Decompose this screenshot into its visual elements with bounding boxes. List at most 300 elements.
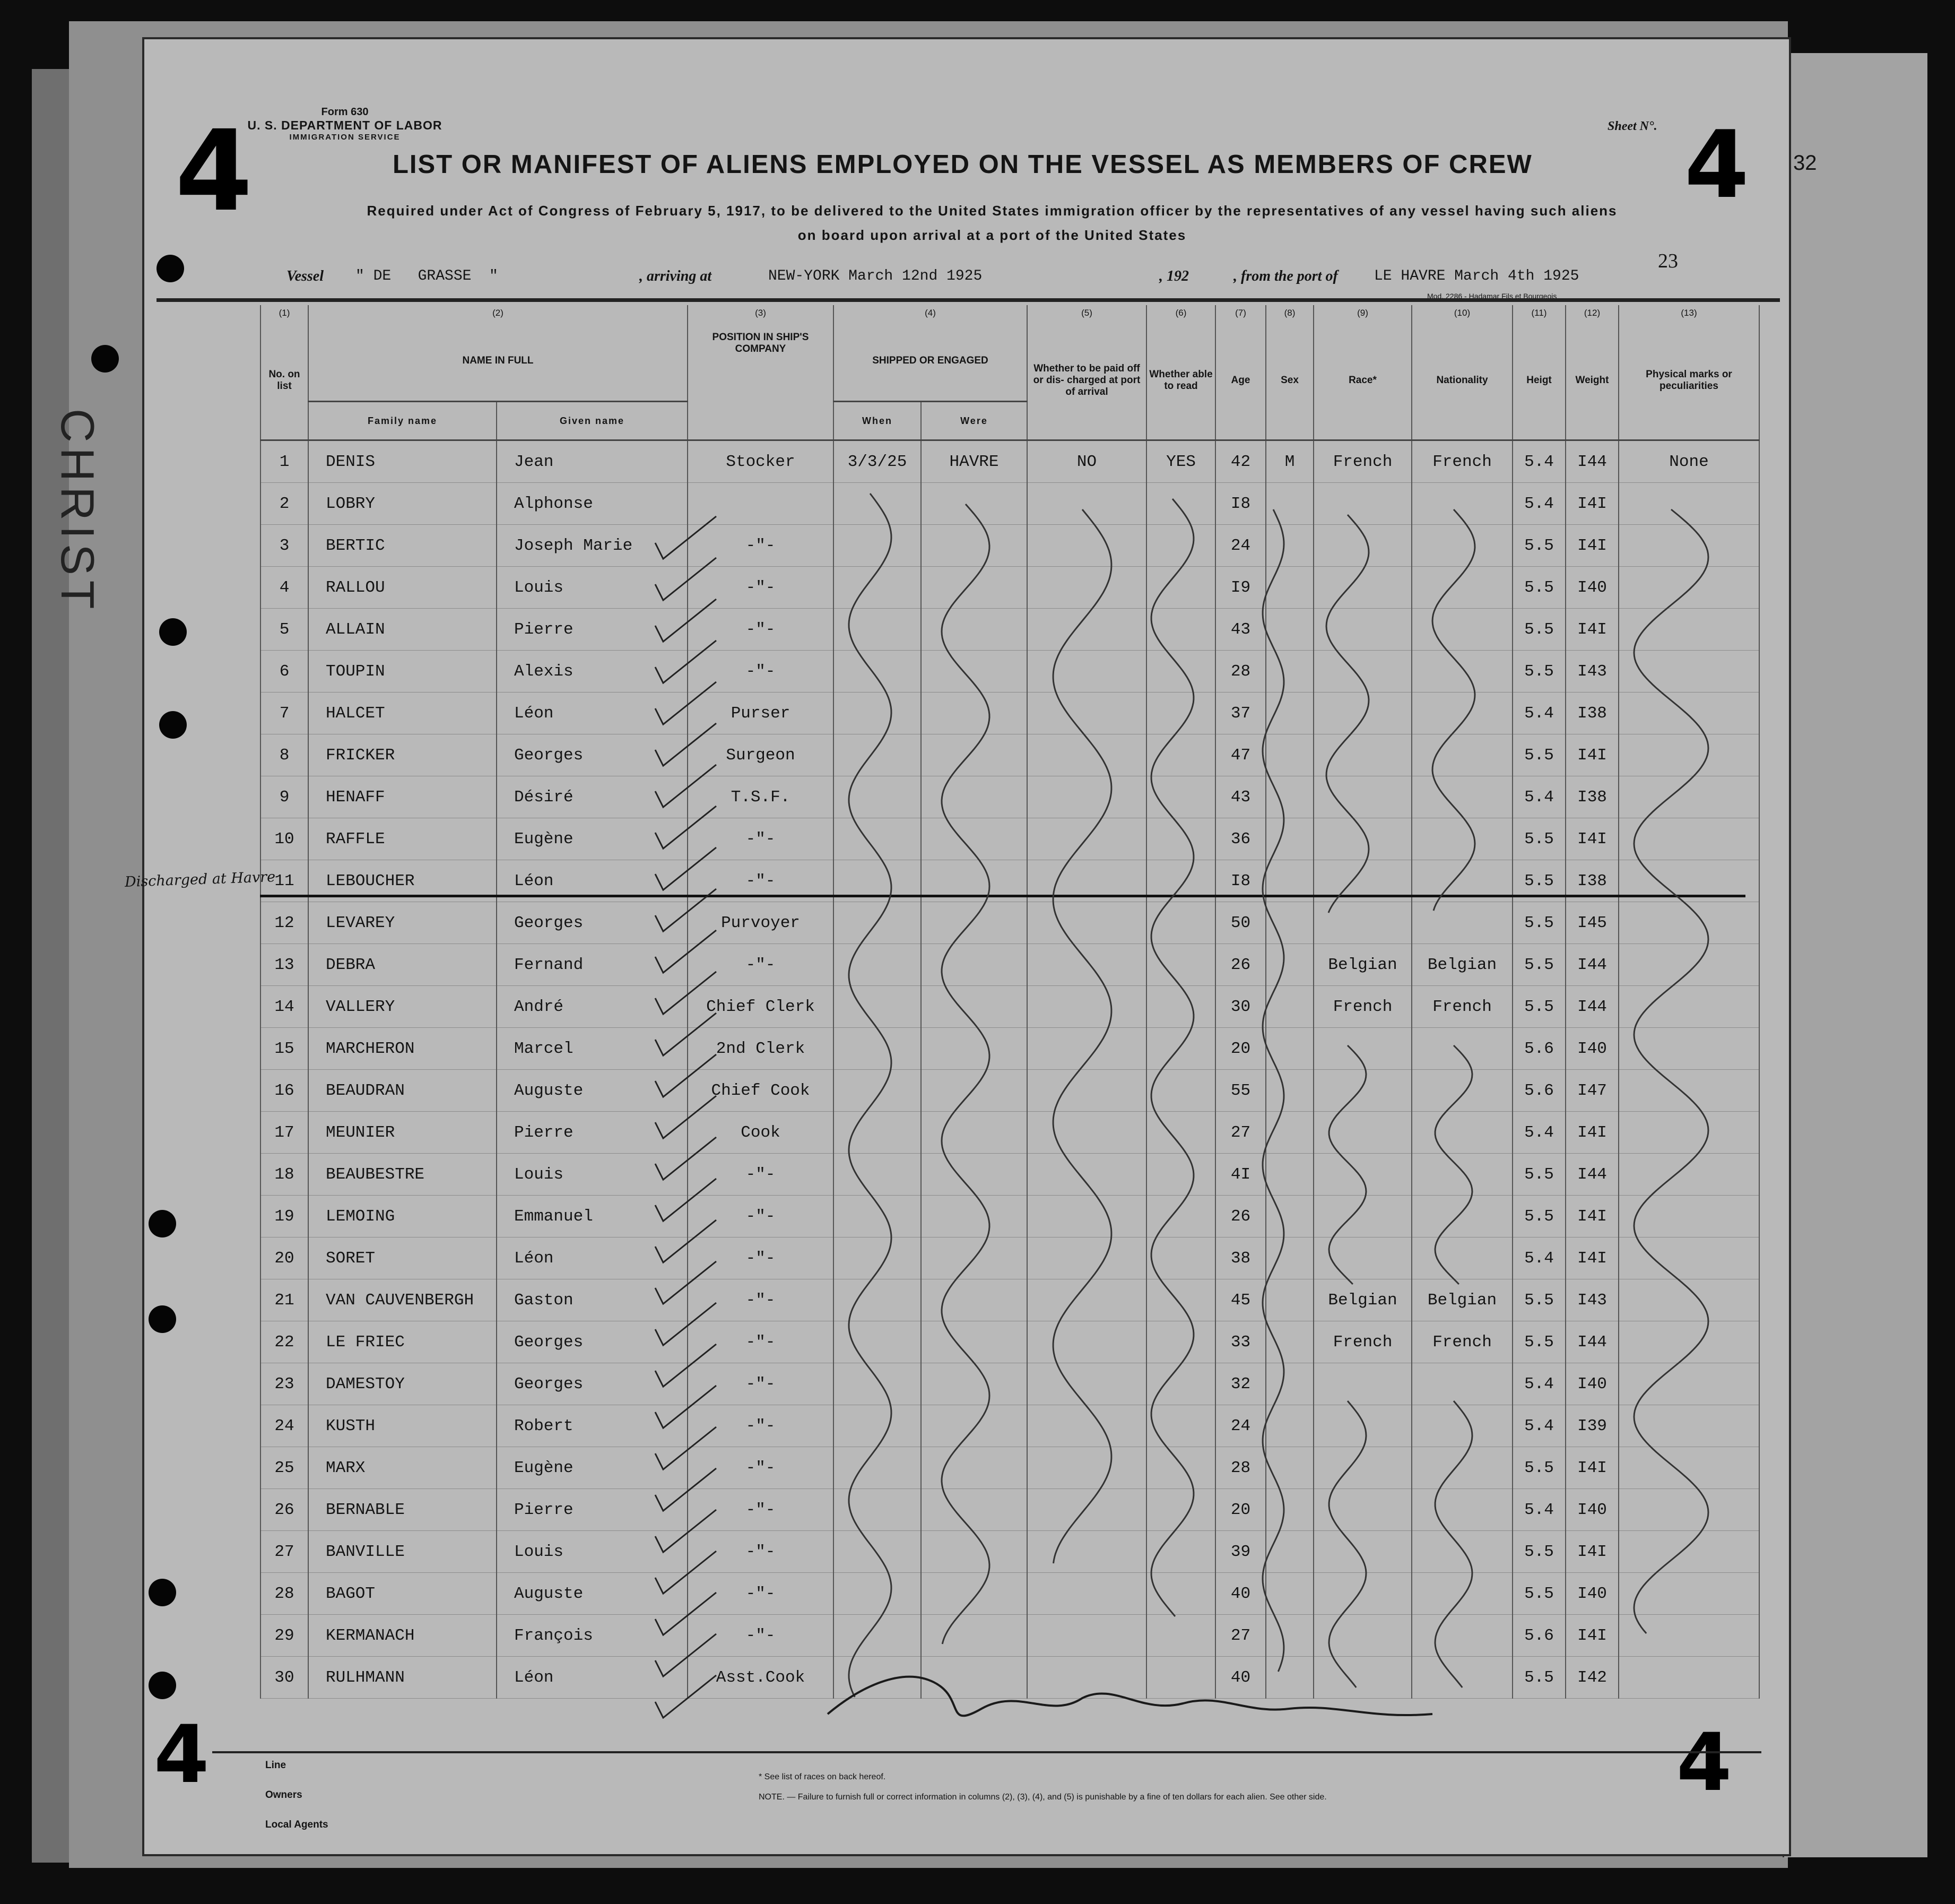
cell-position: Stocker [688, 440, 833, 483]
cell-given: Jean [497, 440, 688, 483]
cell-no: 30 [260, 1657, 308, 1699]
cell-no: 18 [260, 1154, 308, 1196]
signature [828, 1677, 1432, 1716]
cell-position: Cook [688, 1112, 833, 1154]
cell-position: -"- [688, 567, 833, 609]
header-family: Family name [308, 402, 497, 440]
header-sex: Sex [1266, 321, 1314, 440]
col-num: (2) [308, 305, 688, 321]
cell-weight: I44 [1566, 440, 1619, 483]
cell-height: 5.4 [1513, 693, 1566, 734]
ditto-wave [1435, 1045, 1472, 1284]
cell-family: VALLERY [308, 986, 497, 1028]
cell-given: Désiré [497, 776, 688, 818]
check-mark [655, 889, 716, 931]
cell-family: BANVILLE [308, 1531, 497, 1573]
cell-age: 30 [1215, 986, 1266, 1028]
cell-family: LE FRIEC [308, 1321, 497, 1363]
cell-no: 6 [260, 651, 308, 693]
cell-given: Gaston [497, 1279, 688, 1321]
header-age: Age [1215, 321, 1266, 440]
cell-weight: I4I [1566, 1237, 1619, 1279]
cell-position: -"- [688, 1321, 833, 1363]
races-note: * See list of races on back hereof. [759, 1772, 886, 1781]
cell-position: -"- [688, 1154, 833, 1196]
cell-position: Asst.Cook [688, 1657, 833, 1699]
cell-given: Louis [497, 1154, 688, 1196]
check-mark [655, 930, 716, 973]
cell-given: Pierre [497, 1112, 688, 1154]
cell-family: DENIS [308, 440, 497, 483]
header-where: Were [921, 402, 1027, 440]
check-mark [655, 682, 716, 724]
ditto-wave [849, 494, 891, 1697]
check-mark [655, 1137, 716, 1180]
cell-no: 17 [260, 1112, 308, 1154]
cell-given: Joseph Marie [497, 525, 688, 567]
cell-height: 5.4 [1513, 1363, 1566, 1405]
cell-position: -"- [688, 1279, 833, 1321]
cell-weight: I4I [1566, 1447, 1619, 1489]
cell-height: 5.5 [1513, 1447, 1566, 1489]
cell-age: 47 [1215, 734, 1266, 776]
cell-position: Chief Cook [688, 1070, 833, 1112]
header-read: Whether able to read [1146, 321, 1215, 440]
check-mark [655, 1386, 716, 1428]
cell-family: BAGOT [308, 1573, 497, 1615]
header-weight: Weight [1566, 321, 1619, 440]
cell-position: -"- [688, 1531, 833, 1573]
col-num: (1) [260, 305, 308, 321]
cell-age: 28 [1215, 1447, 1266, 1489]
cell-height: 5.5 [1513, 818, 1566, 860]
check-mark [655, 847, 716, 890]
cell-age: 43 [1215, 776, 1266, 818]
cell-position: -"- [688, 1196, 833, 1237]
cell-race: French [1314, 986, 1412, 1028]
cell-family: VAN CAUVENBERGH [308, 1279, 497, 1321]
cell-no: 29 [260, 1615, 308, 1657]
check-mark [655, 723, 716, 766]
ditto-wave [1151, 499, 1194, 1616]
header-race: Race* [1314, 321, 1412, 440]
cell-age: 38 [1215, 1237, 1266, 1279]
from-label: , from the port of [1233, 268, 1338, 284]
cell-no: 5 [260, 609, 308, 651]
check-mark [655, 1096, 716, 1138]
cell-height: 5.5 [1513, 986, 1566, 1028]
cell-given: Auguste [497, 1070, 688, 1112]
cell-family: DAMESTOY [308, 1363, 497, 1405]
check-mark [655, 1303, 716, 1345]
cell-weight: I4I [1566, 1112, 1619, 1154]
page-title: LIST OR MANIFEST OF ALIENS EMPLOYED ON THE VESSEL AS MEMBERS OF CREW [393, 150, 1533, 179]
cell-no: 13 [260, 944, 308, 986]
cell-given: Alexis [497, 651, 688, 693]
cell-age: 40 [1215, 1573, 1266, 1615]
year-stub: , 192 [1159, 268, 1189, 284]
cell-height: 5.6 [1513, 1070, 1566, 1112]
footer-left-number: 4 [154, 1709, 210, 1801]
check-mark [655, 1344, 716, 1387]
cell-position: -"- [688, 1615, 833, 1657]
col-num: (11) [1513, 305, 1566, 321]
footer-agents: Local Agents [265, 1819, 328, 1830]
cell-position: -"- [688, 1447, 833, 1489]
cell-family: BEAUBESTRE [308, 1154, 497, 1196]
check-mark [655, 1179, 716, 1221]
cell-weight: I38 [1566, 860, 1619, 902]
cell-height: 5.6 [1513, 1028, 1566, 1070]
cell-family: LEBOUCHER [308, 860, 497, 902]
ditto-wave [1053, 509, 1111, 1563]
col-num: (7) [1215, 305, 1266, 321]
cell-paid: NO [1027, 440, 1146, 483]
side-label: CHRIST [51, 409, 104, 615]
cell-family: KERMANACH [308, 1615, 497, 1657]
cell-height: 5.5 [1513, 1279, 1566, 1321]
cell-height: 5.5 [1513, 609, 1566, 651]
cell-position: -"- [688, 860, 833, 902]
cell-position: -"- [688, 609, 833, 651]
cell-weight: I4I [1566, 609, 1619, 651]
cell-family: ALLAIN [308, 609, 497, 651]
cell-height: 5.5 [1513, 944, 1566, 986]
cell-height: 5.5 [1513, 1321, 1566, 1363]
cell-age: 50 [1215, 902, 1266, 944]
footer-owners: Owners [265, 1789, 302, 1801]
header-nationality: Nationality [1412, 321, 1513, 440]
header-shipped: SHIPPED OR ENGAGED [833, 321, 1027, 402]
mod-note: Mod. 2286 - Hadamar Fils et Bourgeois [1427, 292, 1557, 300]
cell-no: 10 [260, 818, 308, 860]
cell-age: 26 [1215, 1196, 1266, 1237]
cell-no: 24 [260, 1405, 308, 1447]
cell-position: -"- [688, 525, 833, 567]
ditto-wave [1432, 509, 1475, 911]
cell-given: Pierre [497, 609, 688, 651]
cell-weight: I4I [1566, 483, 1619, 525]
cell-given: Auguste [497, 1573, 688, 1615]
cell-given: Emmanuel [497, 1196, 688, 1237]
footer-right-number: 4 [1676, 1717, 1732, 1809]
cell-position: T.S.F. [688, 776, 833, 818]
cell-age: 39 [1215, 1531, 1266, 1573]
check-mark [655, 558, 716, 600]
cell-family: MARCHERON [308, 1028, 497, 1070]
cell-age: 27 [1215, 1615, 1266, 1657]
cell-nat: Belgian [1412, 1279, 1513, 1321]
cell-no: 16 [260, 1070, 308, 1112]
cell-given: Léon [497, 1657, 688, 1699]
header-no: No. on list [260, 321, 308, 440]
cell-no: 26 [260, 1489, 308, 1531]
cell-height: 5.5 [1513, 734, 1566, 776]
departure: LE HAVRE March 4th 1925 [1374, 268, 1579, 284]
cell-position: Purser [688, 693, 833, 734]
cell-family: RULHMANN [308, 1657, 497, 1699]
cell-weight: I44 [1566, 986, 1619, 1028]
cell-sex: M [1266, 440, 1314, 483]
cell-no: 25 [260, 1447, 308, 1489]
check-mark [655, 765, 716, 807]
ditto-wave [1634, 509, 1708, 1633]
cell-family: RAFFLE [308, 818, 497, 860]
cell-position: -"- [688, 1489, 833, 1531]
ditto-wave [1435, 1401, 1472, 1687]
vessel-name: " DE GRASSE " [355, 268, 498, 284]
cell-race: French [1314, 1321, 1412, 1363]
cell-no: 11 [260, 860, 308, 902]
check-mark [655, 1634, 716, 1676]
cell-weight: I40 [1566, 1489, 1619, 1531]
cell-height: 5.5 [1513, 1196, 1566, 1237]
cell-height: 5.5 [1513, 1573, 1566, 1615]
cell-no: 8 [260, 734, 308, 776]
cell-no: 14 [260, 986, 308, 1028]
check-mark [655, 1510, 716, 1552]
cell-age: 43 [1215, 609, 1266, 651]
check-mark [655, 972, 716, 1014]
cell-weight: I38 [1566, 693, 1619, 734]
cell-no: 7 [260, 693, 308, 734]
cell-family: HENAFF [308, 776, 497, 818]
cell-no: 21 [260, 1279, 308, 1321]
cell-family: RALLOU [308, 567, 497, 609]
cell-height: 5.5 [1513, 651, 1566, 693]
check-mark [655, 516, 716, 559]
subtitle-line-2: on board upon arrival at a port of the United States [797, 227, 1187, 243]
cell-age: 45 [1215, 1279, 1266, 1321]
cell-no: 27 [260, 1531, 308, 1573]
cell-weight: I4I [1566, 1196, 1619, 1237]
cell-given: Léon [497, 693, 688, 734]
vessel-label: Vessel [286, 268, 324, 284]
cell-given: Eugène [497, 1447, 688, 1489]
check-mark [655, 1054, 716, 1097]
left-sheet-number: 4 [175, 106, 253, 236]
cell-given: Robert [497, 1405, 688, 1447]
cell-nat: French [1412, 440, 1513, 483]
cell-no: 1 [260, 440, 308, 483]
cell-height: 5.5 [1513, 567, 1566, 609]
check-mark [655, 1593, 716, 1635]
cell-height: 5.4 [1513, 483, 1566, 525]
col-num: (9) [1314, 305, 1412, 321]
cell-no: 28 [260, 1573, 308, 1615]
cell-family: MEUNIER [308, 1112, 497, 1154]
cell-no: 12 [260, 902, 308, 944]
cell-race: Belgian [1314, 944, 1412, 986]
cell-weight: I42 [1566, 1657, 1619, 1699]
cell-age: I8 [1215, 483, 1266, 525]
cell-family: MARX [308, 1447, 497, 1489]
header-height: Heigt [1513, 321, 1566, 440]
header-when: When [833, 402, 921, 440]
cell-where: HAVRE [921, 440, 1027, 483]
check-mark [655, 806, 716, 849]
cell-position: Surgeon [688, 734, 833, 776]
side-number: 32 [1793, 151, 1817, 175]
form-number: Form 630 [321, 106, 369, 118]
col-num: (8) [1266, 305, 1314, 321]
cell-weight: I4I [1566, 734, 1619, 776]
cell-nat: French [1412, 1321, 1513, 1363]
cell-position: -"- [688, 1405, 833, 1447]
cell-no: 4 [260, 567, 308, 609]
cell-no: 20 [260, 1237, 308, 1279]
cell-when: 3/3/25 [833, 440, 921, 483]
cell-position: -"- [688, 651, 833, 693]
col-num: (6) [1146, 305, 1215, 321]
col-num: (5) [1027, 305, 1146, 321]
cell-age: 55 [1215, 1070, 1266, 1112]
cell-nat: French [1412, 986, 1513, 1028]
cell-height: 5.4 [1513, 776, 1566, 818]
cell-age: 33 [1215, 1321, 1266, 1363]
cell-age: 42 [1215, 440, 1266, 483]
cell-given: Eugène [497, 818, 688, 860]
cell-no: 15 [260, 1028, 308, 1070]
cell-weight: I45 [1566, 902, 1619, 944]
department: U. S. DEPARTMENT OF LABOR [247, 118, 442, 132]
cell-given: Louis [497, 1531, 688, 1573]
cell-weight: I43 [1566, 1279, 1619, 1321]
cell-age: 37 [1215, 693, 1266, 734]
cell-age: 20 [1215, 1028, 1266, 1070]
cell-position: Purvoyer [688, 902, 833, 944]
cell-given: Léon [497, 1237, 688, 1279]
header-given: Given name [497, 402, 688, 440]
cell-given: François [497, 1615, 688, 1657]
cell-family: LEMOING [308, 1196, 497, 1237]
cell-position: -"- [688, 1237, 833, 1279]
cell-given: Alphonse [497, 483, 688, 525]
cell-given: Pierre [497, 1489, 688, 1531]
footer-note: NOTE. — Failure to furnish full or correct information in columns (2), (3), (4), and (5) is punishable by a fine of ten dollars for each alien. See other side. [759, 1793, 1327, 1802]
cell-family: BERTIC [308, 525, 497, 567]
cell-weight: I47 [1566, 1070, 1619, 1112]
cell-height: 5.4 [1513, 1489, 1566, 1531]
cell-no: 3 [260, 525, 308, 567]
service: IMMIGRATION SERVICE [289, 133, 401, 142]
cell-family: HALCET [308, 693, 497, 734]
cell-age: 24 [1215, 525, 1266, 567]
cell-family: KUSTH [308, 1405, 497, 1447]
ditto-wave [1326, 515, 1369, 913]
cell-height: 5.6 [1513, 1615, 1566, 1657]
cell-given: Louis [497, 567, 688, 609]
cell-given: André [497, 986, 688, 1028]
check-mark [655, 1013, 716, 1055]
cell-weight: I4I [1566, 1615, 1619, 1657]
col-num: (4) [833, 305, 1027, 321]
cell-marks: None [1619, 440, 1759, 483]
cell-height: 5.4 [1513, 1405, 1566, 1447]
page-number: 23 [1658, 250, 1678, 272]
cell-age: 40 [1215, 1657, 1266, 1699]
check-mark [655, 1675, 716, 1718]
cell-age: 36 [1215, 818, 1266, 860]
cell-no: 19 [260, 1196, 308, 1237]
cell-age: 28 [1215, 651, 1266, 693]
cell-weight: I4I [1566, 1531, 1619, 1573]
cell-no: 2 [260, 483, 308, 525]
cell-position: Chief Clerk [688, 986, 833, 1028]
check-mark [655, 1261, 716, 1304]
header-position: POSITION IN SHIP'S COMPANY [688, 321, 833, 440]
cell-age: 20 [1215, 1489, 1266, 1531]
cell-weight: I4I [1566, 818, 1619, 860]
cell-no: 23 [260, 1363, 308, 1405]
cell-race: Belgian [1314, 1279, 1412, 1321]
cell-given: Léon [497, 860, 688, 902]
ditto-wave [1263, 509, 1284, 1672]
ditto-wave [942, 504, 989, 1644]
cell-height: 5.5 [1513, 860, 1566, 902]
col-num: (13) [1619, 305, 1759, 321]
cell-weight: I44 [1566, 944, 1619, 986]
check-mark [655, 1468, 716, 1511]
cell-nat: Belgian [1412, 944, 1513, 986]
cell-family: SORET [308, 1237, 497, 1279]
sheet-label: Sheet N°. [1608, 119, 1657, 133]
cell-family: DEBRA [308, 944, 497, 986]
cell-given: Georges [497, 902, 688, 944]
cell-height: 5.5 [1513, 1154, 1566, 1196]
cell-given: Georges [497, 734, 688, 776]
cell-age: 26 [1215, 944, 1266, 986]
cell-read: YES [1146, 440, 1215, 483]
cell-height: 5.4 [1513, 1112, 1566, 1154]
cell-weight: I38 [1566, 776, 1619, 818]
col-num: (12) [1566, 305, 1619, 321]
sheet-number: 4 [1684, 111, 1749, 219]
check-mark [655, 1220, 716, 1262]
cell-weight: I40 [1566, 1028, 1619, 1070]
cell-height: 5.5 [1513, 902, 1566, 944]
cell-age: 4I [1215, 1154, 1266, 1196]
cell-position: 2nd Clerk [688, 1028, 833, 1070]
footer-rule [212, 1751, 1761, 1753]
cell-weight: I40 [1566, 1363, 1619, 1405]
cell-family: FRICKER [308, 734, 497, 776]
cell-position: -"- [688, 1573, 833, 1615]
arriving-label: , arriving at [639, 268, 712, 284]
cell-height: 5.5 [1513, 1657, 1566, 1699]
cell-weight: I40 [1566, 1573, 1619, 1615]
cell-race: French [1314, 440, 1412, 483]
cell-no: 22 [260, 1321, 308, 1363]
header-paid: Whether to be paid off or dis- charged at port of arrival [1027, 321, 1146, 440]
cell-age: I8 [1215, 860, 1266, 902]
cell-given: Marcel [497, 1028, 688, 1070]
cell-weight: I44 [1566, 1321, 1619, 1363]
cell-given: Fernand [497, 944, 688, 986]
cell-family: BERNABLE [308, 1489, 497, 1531]
header-marks: Physical marks or peculiarities [1619, 321, 1759, 440]
cell-height: 5.4 [1513, 1237, 1566, 1279]
cell-position: -"- [688, 944, 833, 986]
cell-height: 5.4 [1513, 440, 1566, 483]
cell-weight: I43 [1566, 651, 1619, 693]
cell-weight: I4I [1566, 525, 1619, 567]
header-name: NAME IN FULL [308, 321, 688, 402]
cell-weight: I44 [1566, 1154, 1619, 1196]
cell-age: 27 [1215, 1112, 1266, 1154]
col-num: (3) [688, 305, 833, 321]
check-mark [655, 599, 716, 642]
